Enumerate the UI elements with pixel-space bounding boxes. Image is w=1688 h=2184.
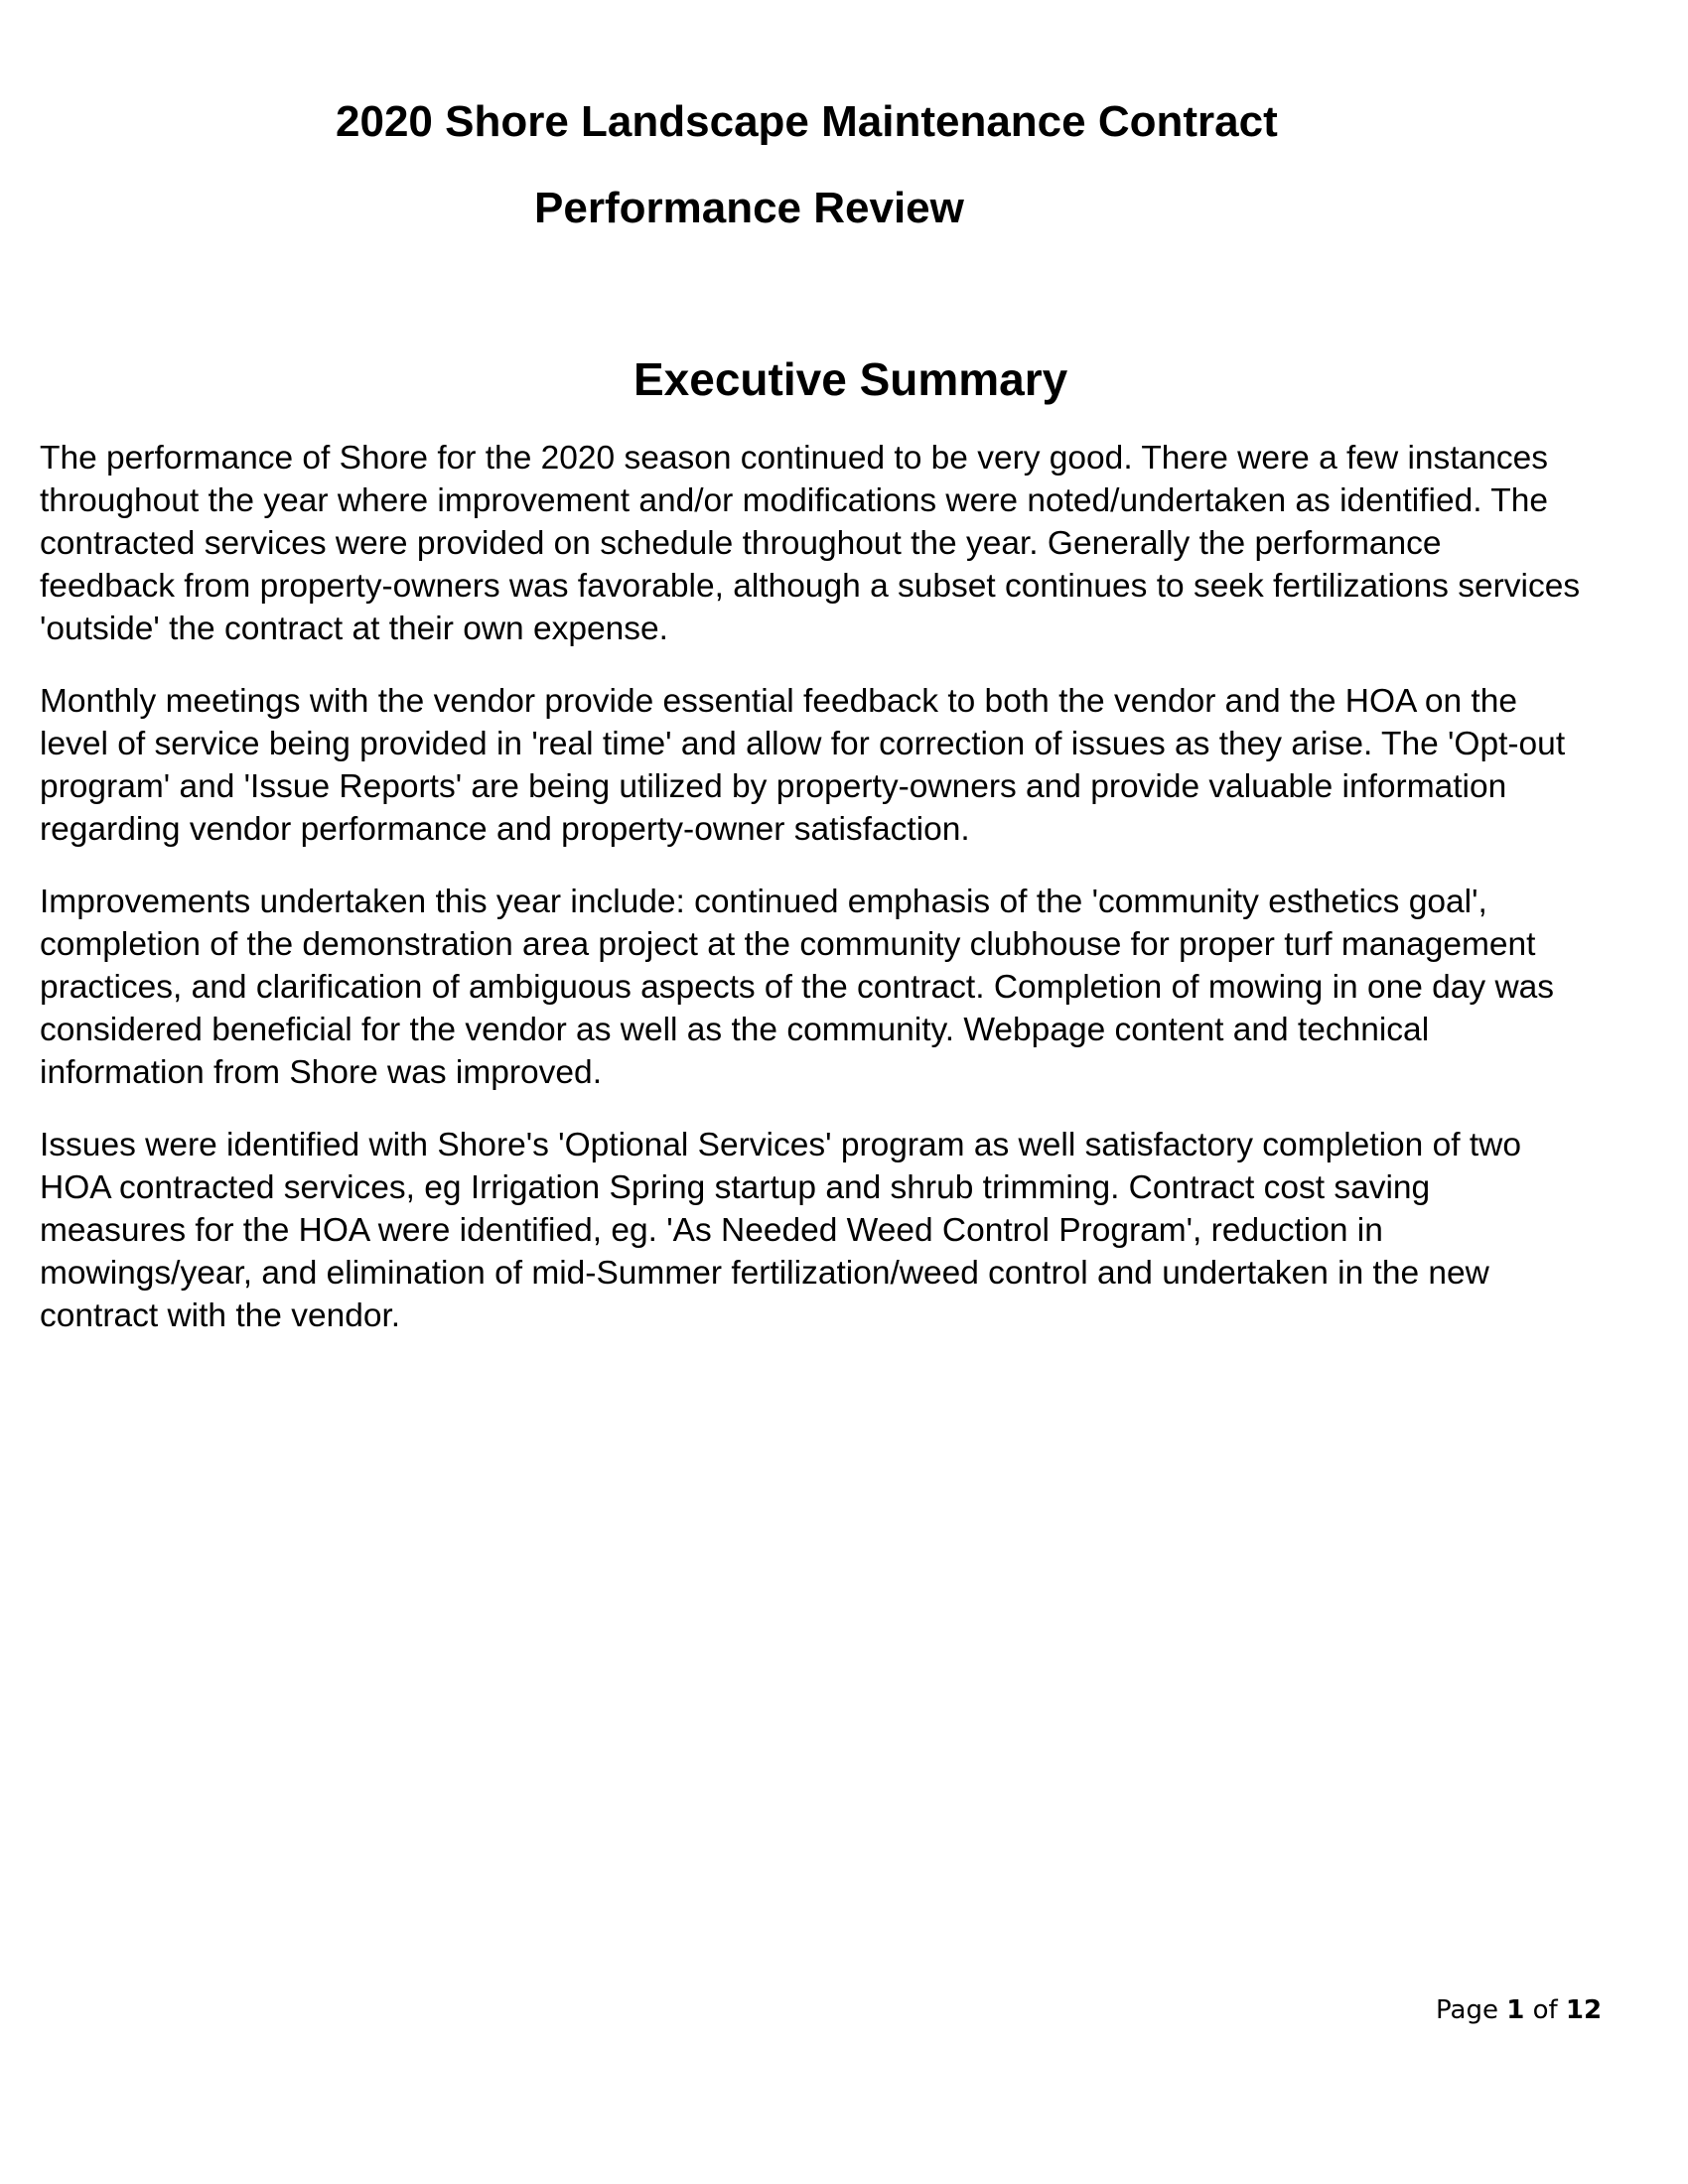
paragraph-line: 'outside' the contract at their own expense. bbox=[40, 611, 668, 647]
paragraph-line: program' and 'Issue Reports' are being utilized by property-owners and provide valuable information bbox=[40, 768, 1507, 805]
current-page-number: 1 bbox=[1506, 1995, 1525, 2025]
paragraph-line: information from Shore was improved. bbox=[40, 1054, 602, 1091]
page-label: Page bbox=[1436, 1995, 1498, 2025]
total-page-count: 12 bbox=[1565, 1995, 1603, 2025]
paragraph-line: throughout the year where improvement and/or modifications were noted/undertaken as identified. The bbox=[40, 482, 1548, 519]
paragraph-line: practices, and clarification of ambiguous aspects of the contract. Completion of mowing in one day was bbox=[40, 969, 1555, 1006]
paragraph-line: mowings/year, and elimination of mid-Summer fertilization/weed control and undertaken in the new bbox=[40, 1255, 1489, 1292]
paragraph-1 bbox=[40, 437, 1628, 650]
paragraph-line: level of service being provided in 'real time' and allow for correction of issues as they arise. The 'Opt-out bbox=[40, 726, 1566, 762]
document-title: 2020 Shore Landscape Maintenance Contract bbox=[336, 97, 1278, 146]
paragraph-line: Issues were identified with Shore's 'Optional Services' program as well satisfactory completion of two bbox=[40, 1127, 1521, 1163]
paragraph-2 bbox=[40, 680, 1628, 851]
page-number-footer bbox=[1436, 1993, 1602, 2027]
paragraph-line: considered beneficial for the vendor as well as the community. Webpage content and technical bbox=[40, 1012, 1430, 1048]
paragraph-line: contracted services were provided on schedule throughout the year. Generally the performance bbox=[40, 525, 1442, 562]
paragraph-line: HOA contracted services, eg Irrigation Spring startup and shrub trimming. Contract cost saving bbox=[40, 1169, 1431, 1206]
paragraph-line: regarding vendor performance and property-owner satisfaction. bbox=[40, 811, 970, 848]
paragraph-line: completion of the demonstration area project at the community clubhouse for proper turf management bbox=[40, 926, 1536, 963]
paragraph-line: feedback from property-owners was favorable, although a subset continues to seek fertilizations services bbox=[40, 568, 1581, 605]
paragraph-3 bbox=[40, 881, 1628, 1094]
paragraph-line: Improvements undertaken this year include: continued emphasis of the 'community esthetics goal', bbox=[40, 884, 1487, 920]
paragraph-line: measures for the HOA were identified, eg. 'As Needed Weed Control Program', reduction in bbox=[40, 1212, 1383, 1249]
page-of-label: of bbox=[1532, 1995, 1558, 2025]
body-text bbox=[40, 437, 1628, 1367]
paragraph-line: The performance of Shore for the 2020 season continued to be very good. There were a few instances bbox=[40, 440, 1548, 477]
section-heading-executive-summary: Executive Summary bbox=[633, 353, 1068, 405]
paragraph-line: contract with the vendor. bbox=[40, 1297, 401, 1334]
paragraph-4 bbox=[40, 1124, 1628, 1337]
document-subtitle: Performance Review bbox=[534, 184, 964, 232]
paragraph-line: Monthly meetings with the vendor provide essential feedback to both the vendor and the HOA on the bbox=[40, 683, 1517, 720]
